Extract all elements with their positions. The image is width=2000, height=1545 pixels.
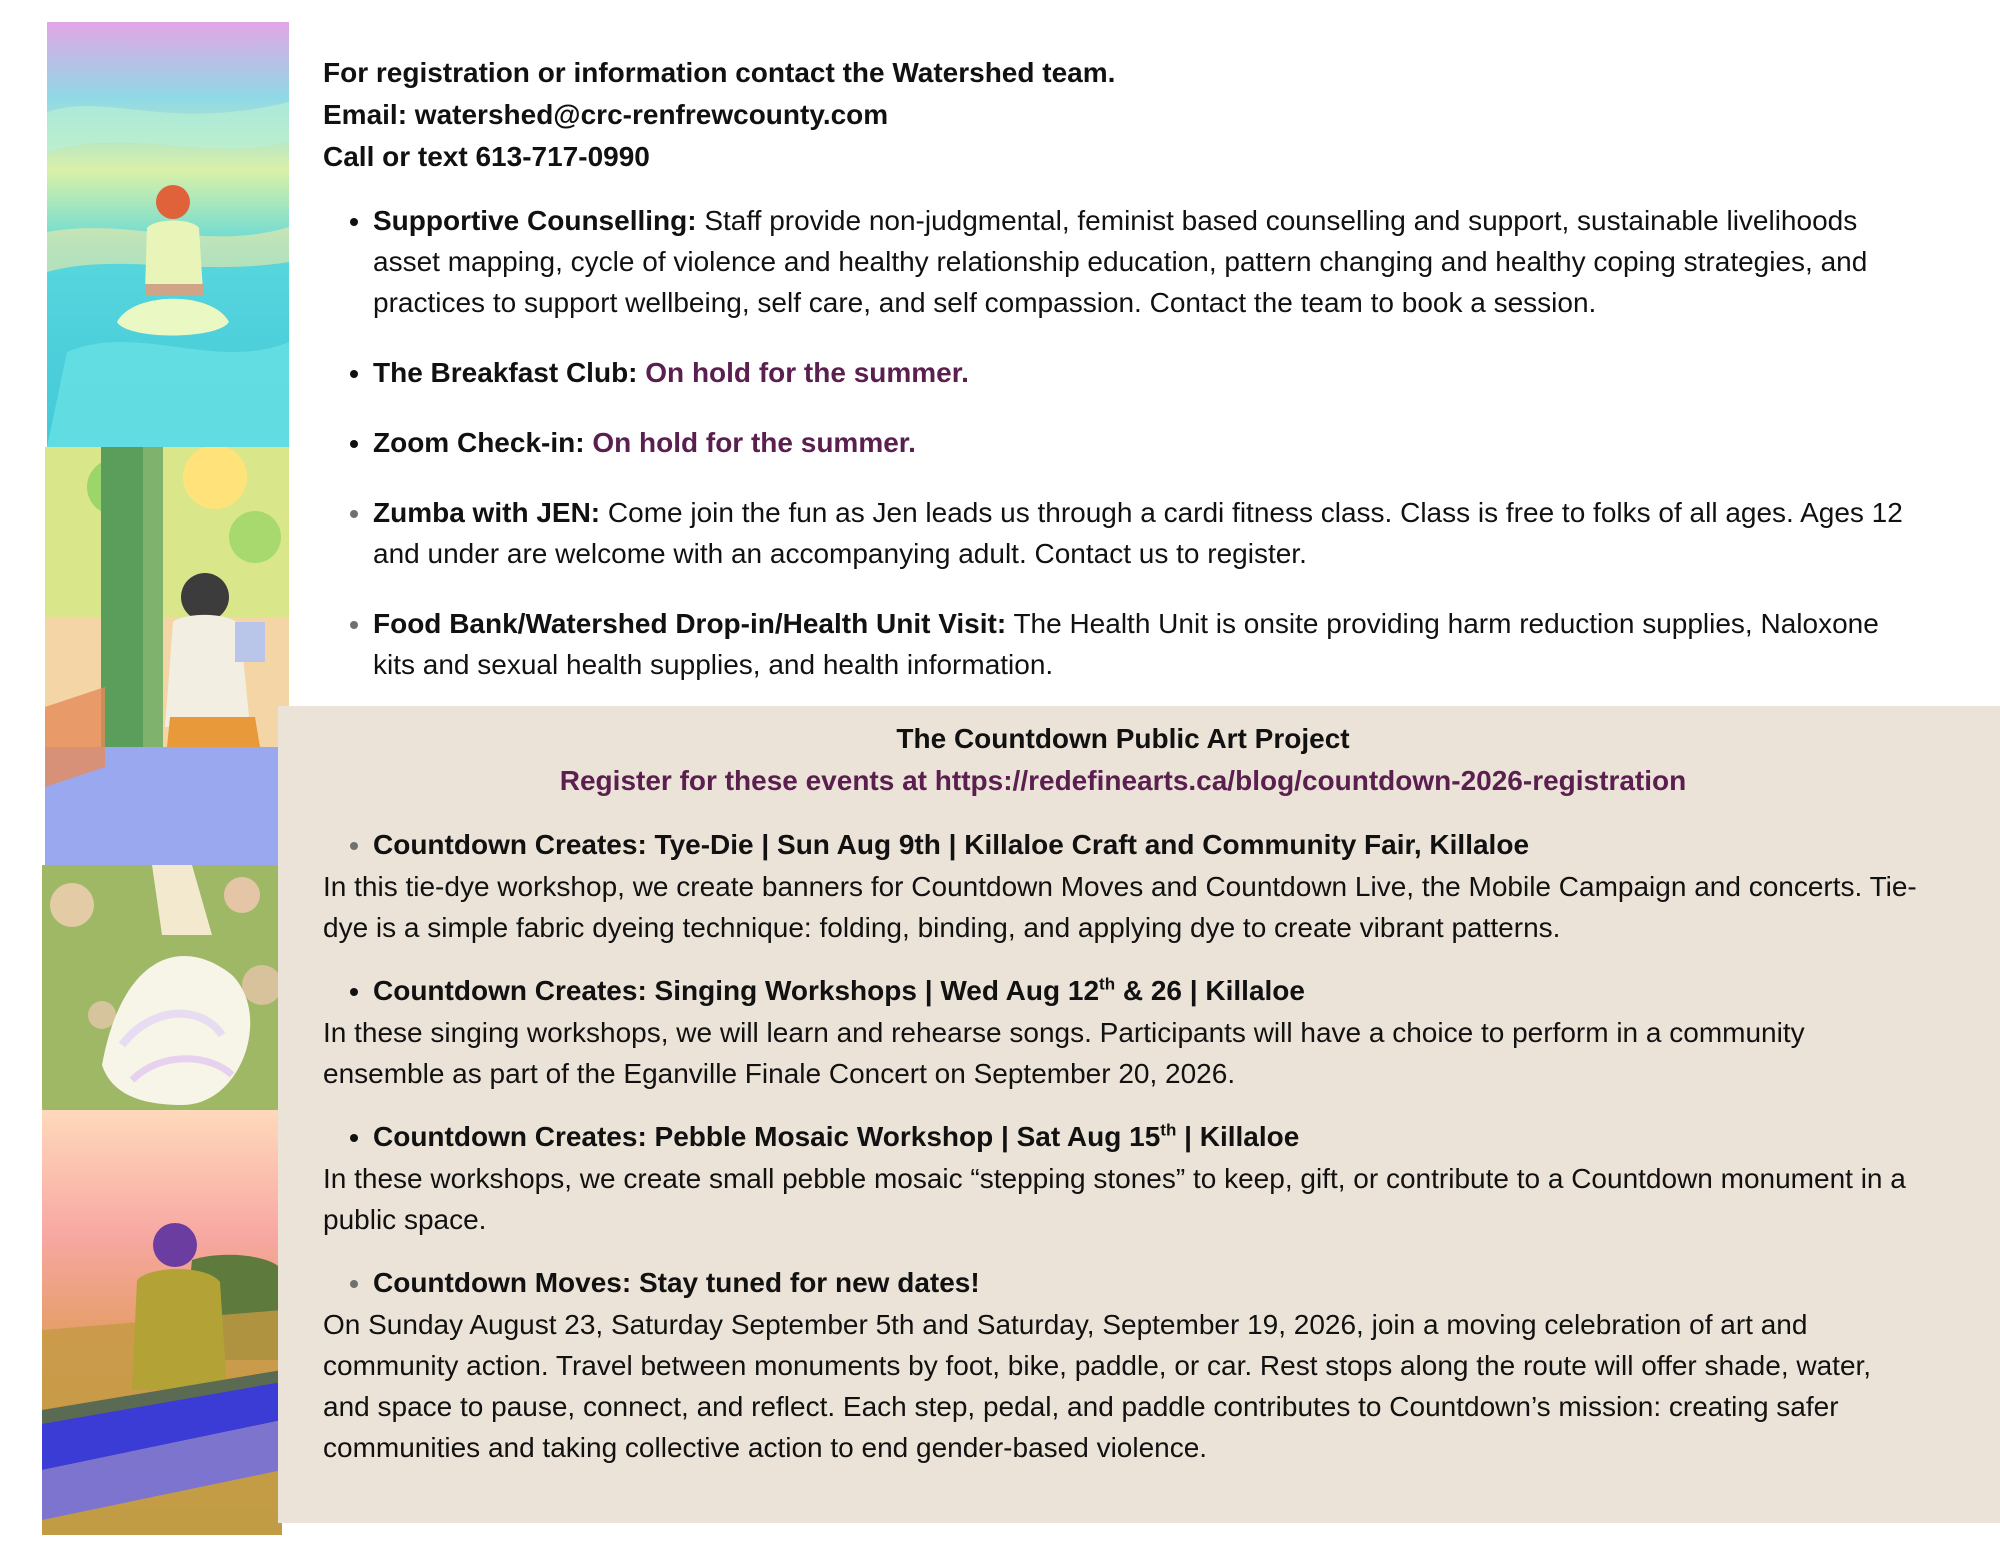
meditation-illustration bbox=[47, 22, 289, 447]
service-status: On hold for the summer. bbox=[645, 357, 969, 388]
contact-email: Email: watershed@crc-renfrewcounty.com bbox=[323, 99, 889, 130]
event-heading-text: Countdown Creates: Pebble Mosaic Workshop | Sat Aug 15 bbox=[373, 1121, 1161, 1152]
service-text: Come join the fun as Jen leads us through a cardi fitness class. Class is free to folks of all ages. Ages 12 and under are welcome with an accompanying adult. Contact us to register. bbox=[373, 497, 1903, 569]
list-item bbox=[373, 352, 1923, 393]
event-description: In these singing workshops, we will learn and rehearse songs. Participants will have a choice to perform in a community ensemble as part of the Eganville Finale Concert on September 20, 2026. bbox=[323, 1017, 1805, 1089]
event-heading-text: & 26 | Killaloe bbox=[1115, 975, 1305, 1006]
services-list bbox=[323, 200, 1923, 685]
event-countdown-moves bbox=[323, 1262, 1923, 1468]
service-title: Zoom Check-in: bbox=[373, 427, 585, 458]
event-description: In these workshops, we create small pebble mosaic “stepping stones” to keep, gift, or contribute to a Countdown monument in a public space. bbox=[323, 1163, 1906, 1235]
event-heading bbox=[373, 1116, 1923, 1158]
event-singing bbox=[323, 970, 1923, 1094]
event-heading: • Countdown Creates: Tye-Die | Sun Aug 9th | Killaloe Craft and Community Fair, Killaloe bbox=[373, 824, 1923, 866]
service-title: Supportive Counselling: bbox=[373, 205, 697, 236]
service-text: Staff provide non-judgmental, feminist based counselling and support, sustainable livelihoods asset mapping, cycle of violence and healthy relationship education, pattern changing and healthy coping strategies, and practices to support wellbeing, self care, and self compassion. Contact the team to book a session. bbox=[373, 205, 1868, 318]
contact-intro: For registration or information contact the Watershed team. bbox=[323, 57, 1116, 88]
ordinal-suffix: th bbox=[1099, 974, 1116, 994]
watershed-section bbox=[323, 52, 1923, 714]
service-title: The Breakfast Club: bbox=[373, 357, 638, 388]
list-item bbox=[373, 492, 1923, 574]
dress-illustration bbox=[42, 865, 287, 1110]
sunset-illustration bbox=[42, 1110, 282, 1535]
registration-link[interactable]: Register for these events at https://redefinearts.ca/blog/countdown-2026-registration bbox=[559, 765, 1687, 796]
service-status: On hold for the summer. bbox=[592, 427, 916, 458]
event-heading-text: Countdown Creates: Singing Workshops | Wed Aug 12 bbox=[373, 975, 1100, 1006]
service-title: Zumba with JEN: bbox=[373, 497, 601, 528]
event-tie-dye bbox=[323, 824, 1923, 948]
contact-block bbox=[323, 52, 1923, 178]
service-text: The Health Unit is onsite providing harm reduction supplies, Naloxone kits and sexual health supplies, and health information. bbox=[373, 608, 1879, 680]
list-item bbox=[373, 603, 1923, 685]
event-heading: • Countdown Moves: Stay tuned for new dates! bbox=[373, 1262, 1923, 1304]
illustration-sidebar bbox=[0, 0, 300, 1545]
event-heading-text: | Killaloe bbox=[1176, 1121, 1300, 1152]
reading-illustration bbox=[45, 447, 289, 865]
service-title: Food Bank/Watershed Drop-in/Health Unit Visit: bbox=[373, 608, 1007, 639]
event-pebble-mosaic bbox=[323, 1116, 1923, 1240]
project-title: The Countdown Public Art Project bbox=[896, 723, 1350, 754]
ordinal-suffix: th bbox=[1160, 1120, 1177, 1140]
contact-phone: Call or text 613-717-0990 bbox=[323, 141, 650, 172]
event-description: On Sunday August 23, Saturday September 5th and Saturday, September 19, 2026, join a moving celebration of art and community action. Travel between monuments by foot, bike, paddle, or car. Rest stops along the route will offer shade, water, and space to pause, connect, and reflect. Each step, pedal, and paddle contributes to Countdown’s mission: creating safer communities and taking collective action to end gender-based violence. bbox=[323, 1309, 1872, 1463]
event-description: In this tie-dye workshop, we create banners for Countdown Moves and Countdown Live, the Mobile Campaign and concerts. Tie-dye is a simple fabric dyeing technique: folding, binding, and applying dye to create vibrant patterns. bbox=[323, 871, 1917, 943]
event-heading bbox=[373, 970, 1923, 1012]
list-item bbox=[373, 422, 1923, 463]
countdown-project bbox=[323, 718, 1923, 1468]
list-item bbox=[373, 200, 1923, 323]
